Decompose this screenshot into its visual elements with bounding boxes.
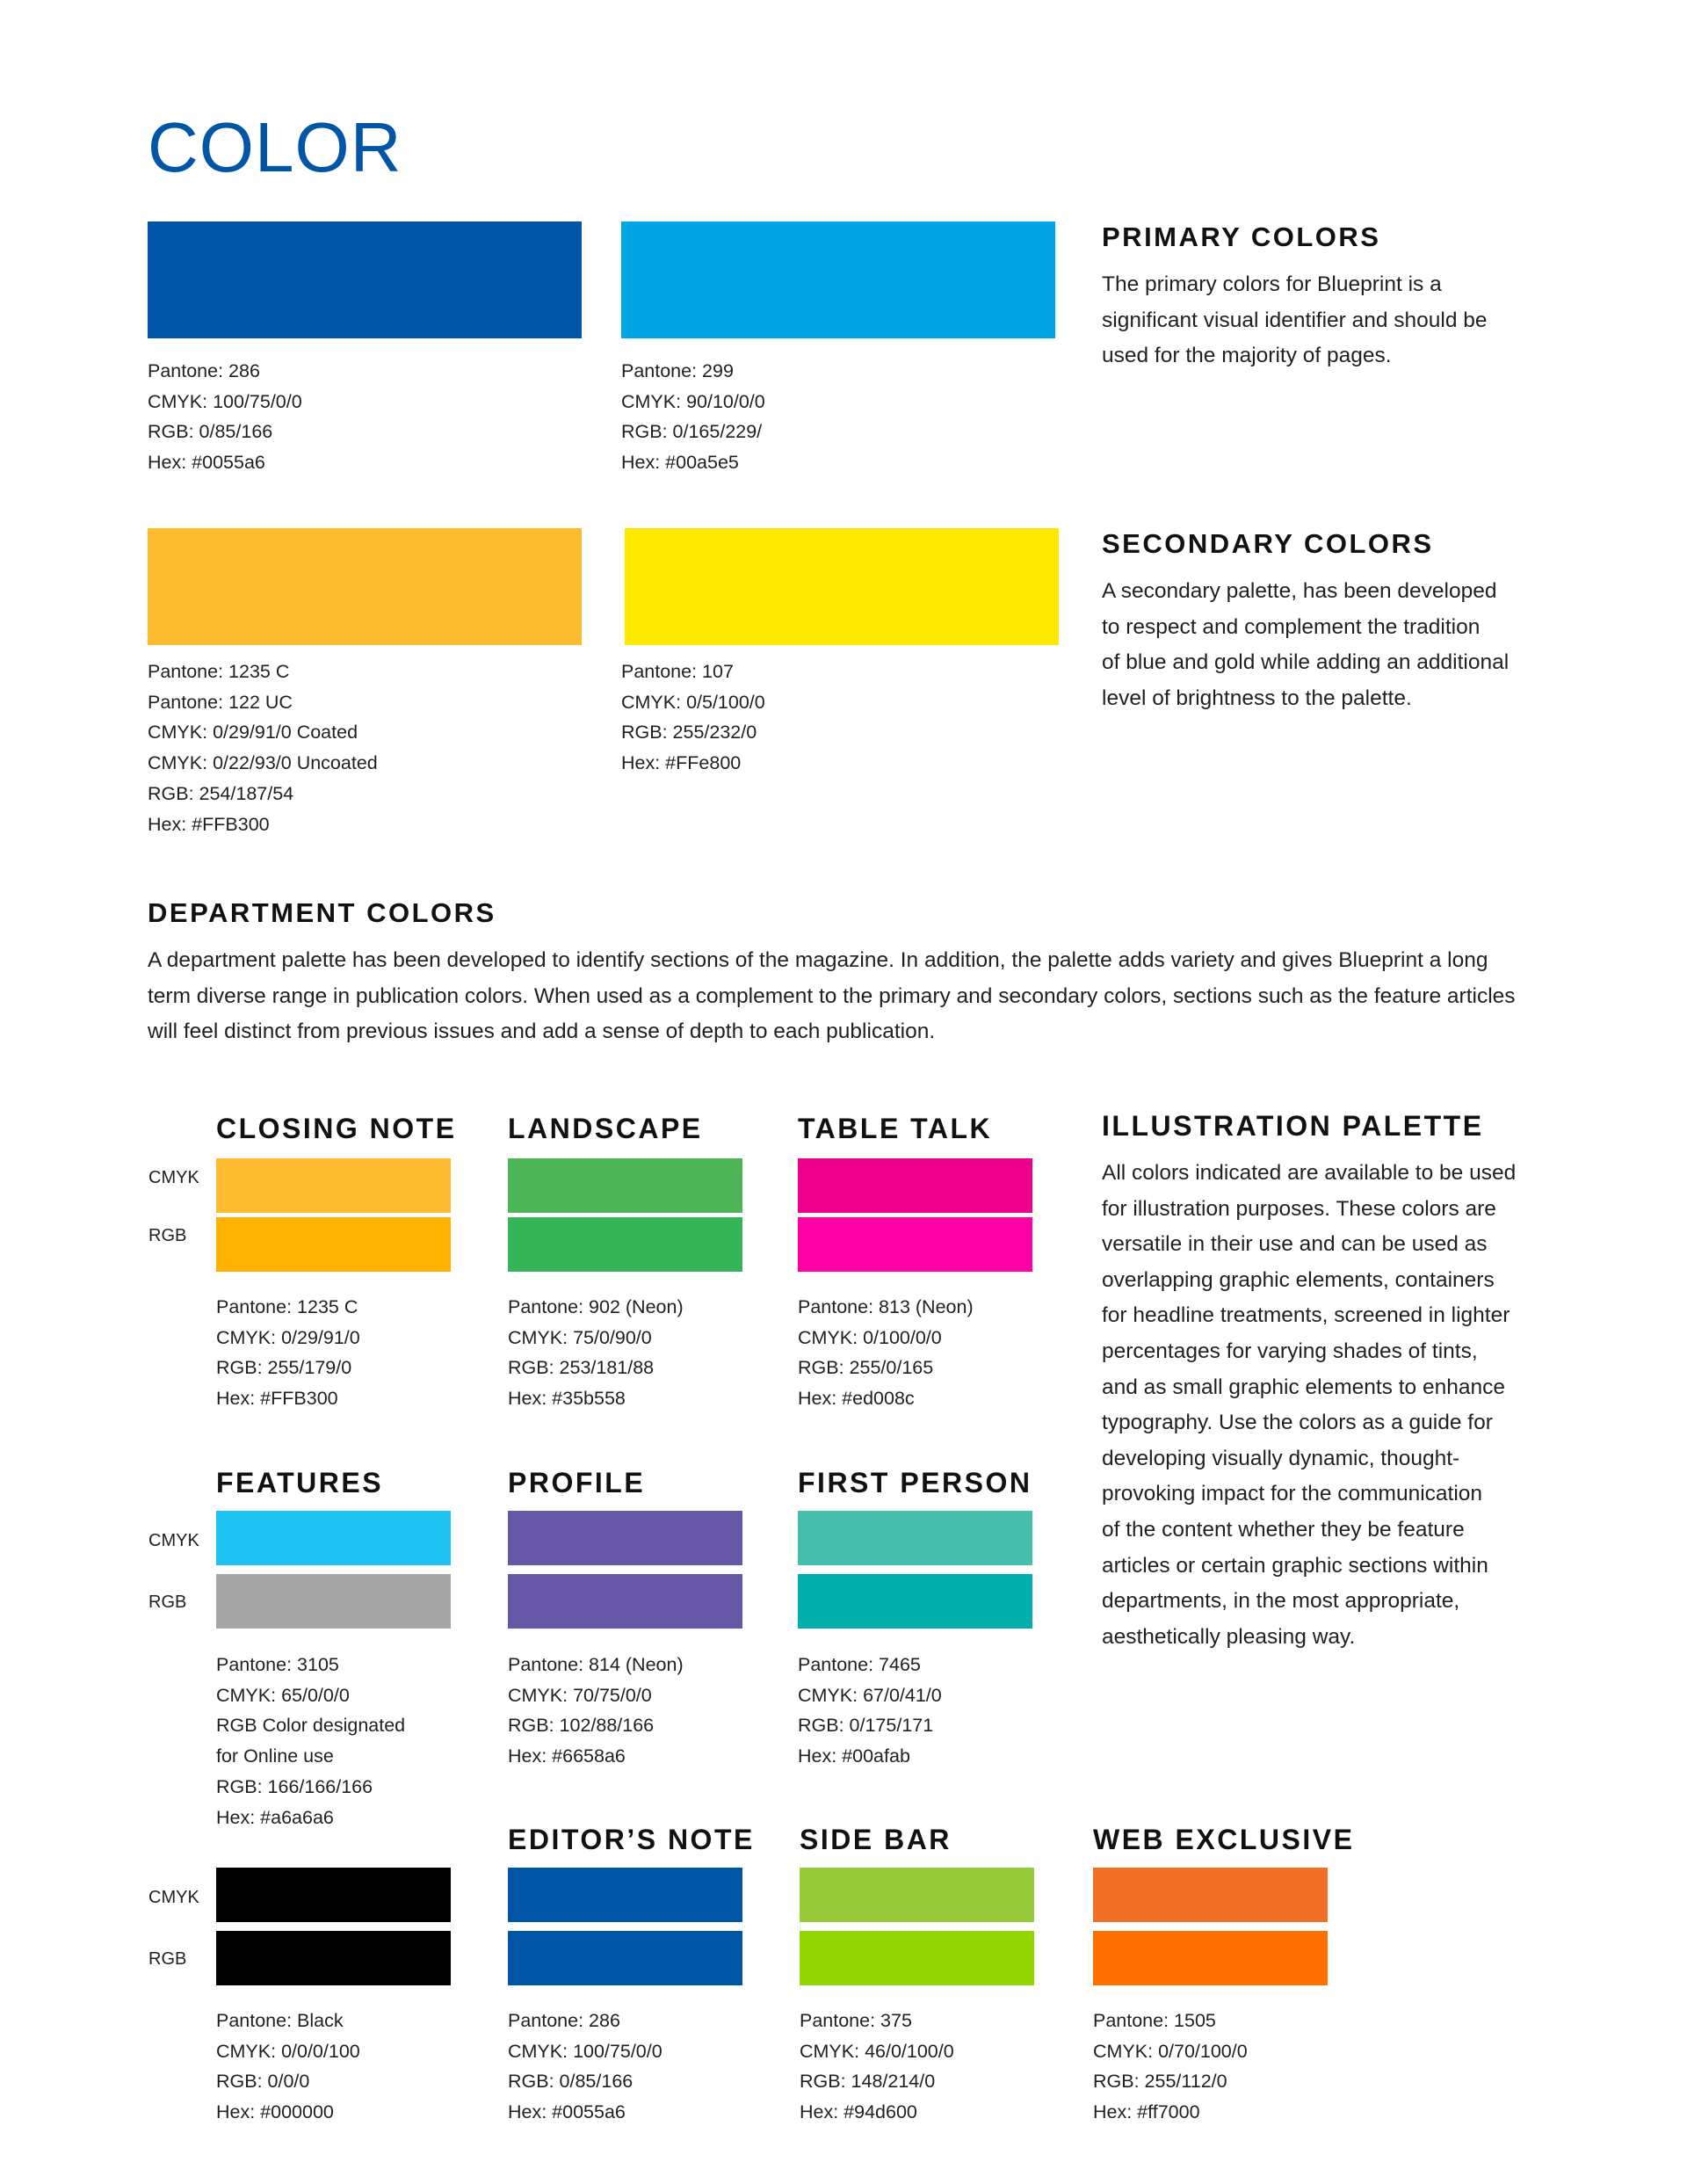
spec-line: Pantone: 1235 C xyxy=(216,1296,358,1317)
dept-swatch-cmyk-features xyxy=(216,1511,451,1565)
spec-line: Hex: #000000 xyxy=(216,2101,334,2123)
spec-line: CMYK: 0/100/0/0 xyxy=(798,1326,942,1348)
dept-swatch-rgb-features xyxy=(216,1574,451,1629)
spec-line: Hex: #35b558 xyxy=(508,1388,626,1410)
spec-line: Hex: #a6a6a6 xyxy=(216,1806,334,1828)
row-label-rgb: RGB xyxy=(148,1949,187,1969)
secondary-spec-1: Pantone: 1235 C Pantone: 122 UC CMYK: 0/29/91/0 Coated CMYK: 0/22/93/0 Uncoated RGB: 254/187/54 Hex: #FFB300 xyxy=(148,661,378,835)
spec-line: CMYK: 75/0/90/0 xyxy=(508,1326,652,1348)
dept-swatch-cmyk-first-person xyxy=(798,1511,1032,1565)
dept-spec-landscape xyxy=(508,1292,684,1414)
dept-swatch-rgb-table-talk xyxy=(798,1217,1032,1272)
spec-line: CMYK: 65/0/0/0 xyxy=(216,1684,350,1706)
spec-line: Hex: #ed008c xyxy=(798,1388,915,1410)
spec-line: Pantone: 7465 xyxy=(798,1654,921,1675)
dept-swatch-rgb-black xyxy=(216,1931,451,1985)
row-label-rgb: RGB xyxy=(148,1593,187,1612)
dept-title-side-bar: SIDE BAR xyxy=(800,1824,952,1855)
spec-line: Pantone: 813 (Neon) xyxy=(798,1296,974,1317)
spec-line: RGB: 0/85/166 xyxy=(508,2071,634,2093)
spec-line: Hex: #6658a6 xyxy=(508,1745,626,1767)
row-label-cmyk: CMYK xyxy=(148,1888,199,1907)
spec-line: CMYK: 70/75/0/0 xyxy=(508,1684,652,1706)
primary-spec-1: Pantone: 286 CMYK: 100/75/0/0 RGB: 0/85/166 Hex: #0055a6 xyxy=(148,360,302,474)
spec-line: RGB: 148/214/0 xyxy=(800,2071,936,2093)
spec-line: RGB Color designated xyxy=(216,1715,406,1737)
row-label-rgb: RGB xyxy=(148,1226,187,1245)
illustration-palette-heading: ILLUSTRATION PALETTE xyxy=(1102,1110,1484,1142)
primary-colors-text: The primary colors for Blueprint is a significant visual identifier and should be used for the majority of pages. xyxy=(1102,272,1488,368)
spec-line: CMYK: 100/75/0/0 xyxy=(508,2040,662,2062)
spec-line: RGB: 255/0/165 xyxy=(798,1357,934,1379)
dept-swatch-rgb-landscape xyxy=(508,1217,742,1272)
spec-line: Pantone: 286 xyxy=(508,2010,620,2031)
dept-title-features: FEATURES xyxy=(216,1467,384,1498)
illustration-palette-text: All colors indicated are available to be used for illustration purposes. These colors are versatile in their use and can be used as overlapping graphic elements, containers for headline treatments, screened in lighter percentages for varying shades of tints, and as small graphic elements to enhance typography. Use the colors as a guide for developing visually dynamic, thought- provoking impact for the communication of the content whether they be feature articles or certain graphic sections within departments, in the most appropriate, aesthetically pleasing way. xyxy=(1102,1161,1517,1649)
dept-swatch-cmyk-black xyxy=(216,1868,451,1922)
dept-swatch-cmyk-closing-note xyxy=(216,1158,451,1213)
dept-swatch-cmyk-table-talk xyxy=(798,1158,1032,1213)
spec-line: Pantone: 3105 xyxy=(216,1654,339,1675)
dept-swatch-rgb-profile xyxy=(508,1574,742,1629)
primary-swatch-2 xyxy=(621,221,1055,338)
spec-line: Hex: #FFB300 xyxy=(216,1388,338,1410)
row-label-cmyk: CMYK xyxy=(148,1168,199,1187)
spec-line: Hex: #0055a6 xyxy=(508,2101,626,2123)
row-label-cmyk: CMYK xyxy=(148,1531,199,1550)
spec-line: Hex: #00afab xyxy=(798,1745,910,1767)
dept-swatch-rgb-editor-s-note xyxy=(508,1931,742,1985)
spec-line: Hex: #ff7000 xyxy=(1093,2101,1200,2123)
spec-line: Pantone: Black xyxy=(216,2010,344,2031)
spec-line: Pantone: 814 (Neon) xyxy=(508,1654,684,1675)
department-colors-heading: DEPARTMENT COLORS xyxy=(148,897,496,928)
secondary-colors-heading: SECONDARY COLORS xyxy=(1102,528,1434,559)
spec-line: CMYK: 0/29/91/0 xyxy=(216,1326,360,1348)
spec-line: RGB: 166/166/166 xyxy=(216,1775,373,1797)
dept-title-closing-note: CLOSING NOTE xyxy=(216,1113,457,1144)
primary-swatch-1 xyxy=(148,221,582,338)
page-title: COLOR xyxy=(148,108,402,186)
dept-swatch-cmyk-profile xyxy=(508,1511,742,1565)
dept-title-first-person: FIRST PERSON xyxy=(798,1467,1032,1498)
secondary-swatch-2 xyxy=(625,528,1059,645)
dept-spec-profile xyxy=(508,1650,684,1772)
dept-spec-black xyxy=(216,2006,360,2128)
spec-line: Pantone: 902 (Neon) xyxy=(508,1296,684,1317)
secondary-swatch-1 xyxy=(148,528,582,645)
spec-line: RGB: 255/179/0 xyxy=(216,1357,352,1379)
dept-swatch-rgb-first-person xyxy=(798,1574,1032,1629)
dept-swatch-cmyk-landscape xyxy=(508,1158,742,1213)
secondary-colors-text: A secondary palette, has been developed to respect and complement the tradition of blue and gold while adding an additional level of brightness to the palette. xyxy=(1102,579,1510,710)
spec-line: RGB: 0/0/0 xyxy=(216,2071,310,2093)
spec-line: Pantone: 375 xyxy=(800,2010,912,2031)
secondary-spec-2: Pantone: 107 CMYK: 0/5/100/0 RGB: 255/232/0 Hex: #FFe800 xyxy=(621,661,765,774)
dept-swatch-cmyk-editor-s-note xyxy=(508,1868,742,1922)
dept-title-landscape: LANDSCAPE xyxy=(508,1113,703,1144)
dept-spec-first-person xyxy=(798,1650,942,1772)
dept-spec-closing-note xyxy=(216,1292,360,1414)
spec-line: Hex: #94d600 xyxy=(800,2101,917,2123)
spec-line: CMYK: 0/70/100/0 xyxy=(1093,2040,1248,2062)
department-colors-text: A department palette has been developed to identify sections of the magazine. In addition, the palette adds variety and gives Blueprint a long term diverse range in publication colors. When used as a complement to the primary and secondary colors, sections such as the feature articles will feel distinct from previous issues and add a sense of depth to each publication. xyxy=(148,948,1516,1044)
spec-line: RGB: 102/88/166 xyxy=(508,1715,655,1737)
spec-line: CMYK: 46/0/100/0 xyxy=(800,2040,954,2062)
spec-line: RGB: 0/175/171 xyxy=(798,1715,934,1737)
spec-line: CMYK: 67/0/41/0 xyxy=(798,1684,942,1706)
dept-title-editor-s-note: EDITOR’S NOTE xyxy=(508,1824,755,1855)
dept-spec-side-bar xyxy=(800,2006,954,2128)
dept-swatch-rgb-closing-note xyxy=(216,1217,451,1272)
spec-line: RGB: 255/112/0 xyxy=(1093,2071,1227,2093)
dept-spec-features xyxy=(216,1650,405,1832)
dept-title-table-talk: TABLE TALK xyxy=(798,1113,993,1144)
dept-spec-web-exclusive xyxy=(1093,2006,1248,2128)
primary-colors-heading: PRIMARY COLORS xyxy=(1102,221,1381,252)
primary-spec-2: Pantone: 299 CMYK: 90/10/0/0 RGB: 0/165/229/ Hex: #00a5e5 xyxy=(621,360,765,474)
dept-spec-editor-s-note xyxy=(508,2006,662,2128)
dept-spec-table-talk xyxy=(798,1292,974,1414)
spec-line: CMYK: 0/0/0/100 xyxy=(216,2040,360,2062)
dept-swatch-rgb-side-bar xyxy=(800,1931,1034,1985)
dept-title-profile: PROFILE xyxy=(508,1467,646,1498)
dept-swatch-rgb-web-exclusive xyxy=(1093,1931,1328,1985)
dept-title-web-exclusive: WEB EXCLUSIVE xyxy=(1093,1824,1355,1855)
spec-line: Pantone: 1505 xyxy=(1093,2010,1216,2031)
dept-swatch-cmyk-side-bar xyxy=(800,1868,1034,1922)
dept-swatch-cmyk-web-exclusive xyxy=(1093,1868,1328,1922)
spec-line: for Online use xyxy=(216,1745,334,1767)
spec-line: RGB: 253/181/88 xyxy=(508,1357,655,1379)
